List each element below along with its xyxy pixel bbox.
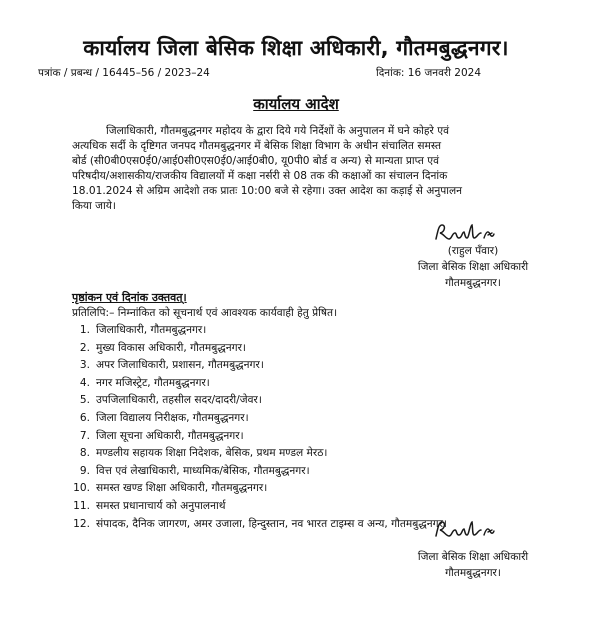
signature-block-bottom [378, 549, 568, 581]
issue-date: दिनांक: 16 जनवरी 2024 [376, 67, 482, 79]
copy-intro: प्रतिलिपि:– निम्नांकित को सूचनार्थ एवं आवश्यक कार्यवाही हेतु प्रेषित। [72, 307, 338, 319]
endorsement-heading: पृष्ठांकन एवं दिनांक उक्तवत्। [72, 291, 187, 304]
item-text: समस्त खण्ड शिक्षा अधिकारी, गौतमबुद्धनगर। [96, 482, 268, 495]
list-item [72, 498, 447, 516]
list-item [72, 410, 447, 428]
body-line: बोर्ड (सी0बी0एस0ई0/आई0सी0एस0ई0/आई0बी0, यू0पी0 बोर्ड व अन्य) से मान्यता प्राप्त एवं [72, 155, 440, 167]
signature-image [432, 222, 502, 244]
body-line: परिषदीय/अशासकीय/राजकीय विद्यालयों में कक्षा नर्सरी से 08 तक की कक्षाओं का संचालन दिनांक [72, 170, 448, 182]
item-text: नगर मजिस्ट्रेट, गौतमबुद्धनगर। [96, 376, 210, 389]
list-item [72, 480, 447, 498]
list-item [72, 463, 447, 481]
body-line: किया जाये। [72, 200, 116, 212]
item-text: अपर जिलाधिकारी, प्रशासन, गौतमबुद्धनगर। [96, 359, 264, 372]
item-text: मण्डलीय सहायक शिक्षा निदेशक, बेसिक, प्रथम मण्डल मेरठ। [96, 447, 328, 460]
item-number: 1. [79, 324, 90, 336]
item-number: 12. [73, 517, 90, 530]
list-item [72, 375, 447, 393]
signatory-designation: जिला बेसिक शिक्षा अधिकारी [417, 261, 529, 273]
copy-list [72, 322, 447, 533]
list-item [72, 445, 447, 463]
item-number: 10. [73, 482, 90, 495]
body-line: जिलाधिकारी, गौतमबुद्धनगर महोदय के द्वारा दिये गये निर्देशों के अनुपालन में घने कोहरे एवं [106, 125, 449, 137]
signatory-place: गौतमबुद्धनगर। [445, 567, 501, 579]
office-title: कार्यालय जिला बेसिक शिक्षा अधिकारी, गौतमबुद्धनगर। [83, 36, 509, 60]
list-item [72, 322, 447, 340]
signature-image [432, 519, 502, 541]
item-number: 9. [79, 464, 90, 477]
order-body [72, 124, 546, 214]
item-number: 8. [79, 447, 90, 460]
body-line: 18.01.2024 से अग्रिम आदेशो तक प्रातः 10:00 बजे से रहेगा। उक्त आदेश का कड़ाई से अनुपालन [72, 185, 463, 197]
list-item [72, 357, 447, 375]
item-text: मुख्य विकास अधिकारी, गौतमबुद्धनगर। [96, 341, 246, 354]
list-item [72, 516, 447, 534]
item-number: 7. [79, 429, 90, 442]
list-item [72, 428, 447, 446]
item-number: 5. [79, 394, 90, 407]
item-text: संपादक, दैनिक जागरण, अमर उजाला, हिन्दुस्तान, नव भारत टाइम्स व अन्य, गौतमबुद्धनगर। [96, 517, 447, 530]
item-number: 4. [79, 376, 90, 389]
body-line: अत्यधिक सर्दी के दृष्टिगत जनपद गौतमबुद्धनगर में बेसिक शिक्षा विभाग के अधीन संचालित समस्त [72, 140, 441, 152]
item-text: जिला विद्यालय निरीक्षक, गौतमबुद्धनगर। [96, 411, 249, 424]
list-item [72, 340, 447, 358]
item-text: जिलाधिकारी, गौतमबुद्धनगर। [96, 324, 207, 336]
order-title: कार्यालय आदेश [253, 95, 339, 113]
item-text: उपजिलाधिकारी, तहसील सदर/दादरी/जेवर। [96, 394, 262, 407]
reference-number: पत्रांक / प्रबन्ध / 16445–56 / 2023–24 [38, 67, 210, 79]
item-number: 3. [79, 359, 90, 372]
item-text: समस्त प्रधानाचार्य को अनुपालनार्थ [96, 499, 226, 512]
item-text: जिला सूचना अधिकारी, गौतमबुद्धनगर। [96, 429, 244, 442]
item-text: वित्त एवं लेखाधिकारी, माध्यमिक/बेसिक, गौतमबुद्धनगर। [96, 464, 310, 477]
signature-block-top [378, 243, 568, 291]
item-number: 11. [73, 499, 90, 512]
signatory-place: गौतमबुद्धनगर। [445, 277, 501, 289]
signatory-name: (राहुल पँवार) [447, 245, 499, 257]
item-number: 2. [79, 341, 90, 354]
item-number: 6. [79, 411, 90, 424]
signatory-designation: जिला बेसिक शिक्षा अधिकारी [417, 551, 529, 563]
list-item [72, 392, 447, 410]
